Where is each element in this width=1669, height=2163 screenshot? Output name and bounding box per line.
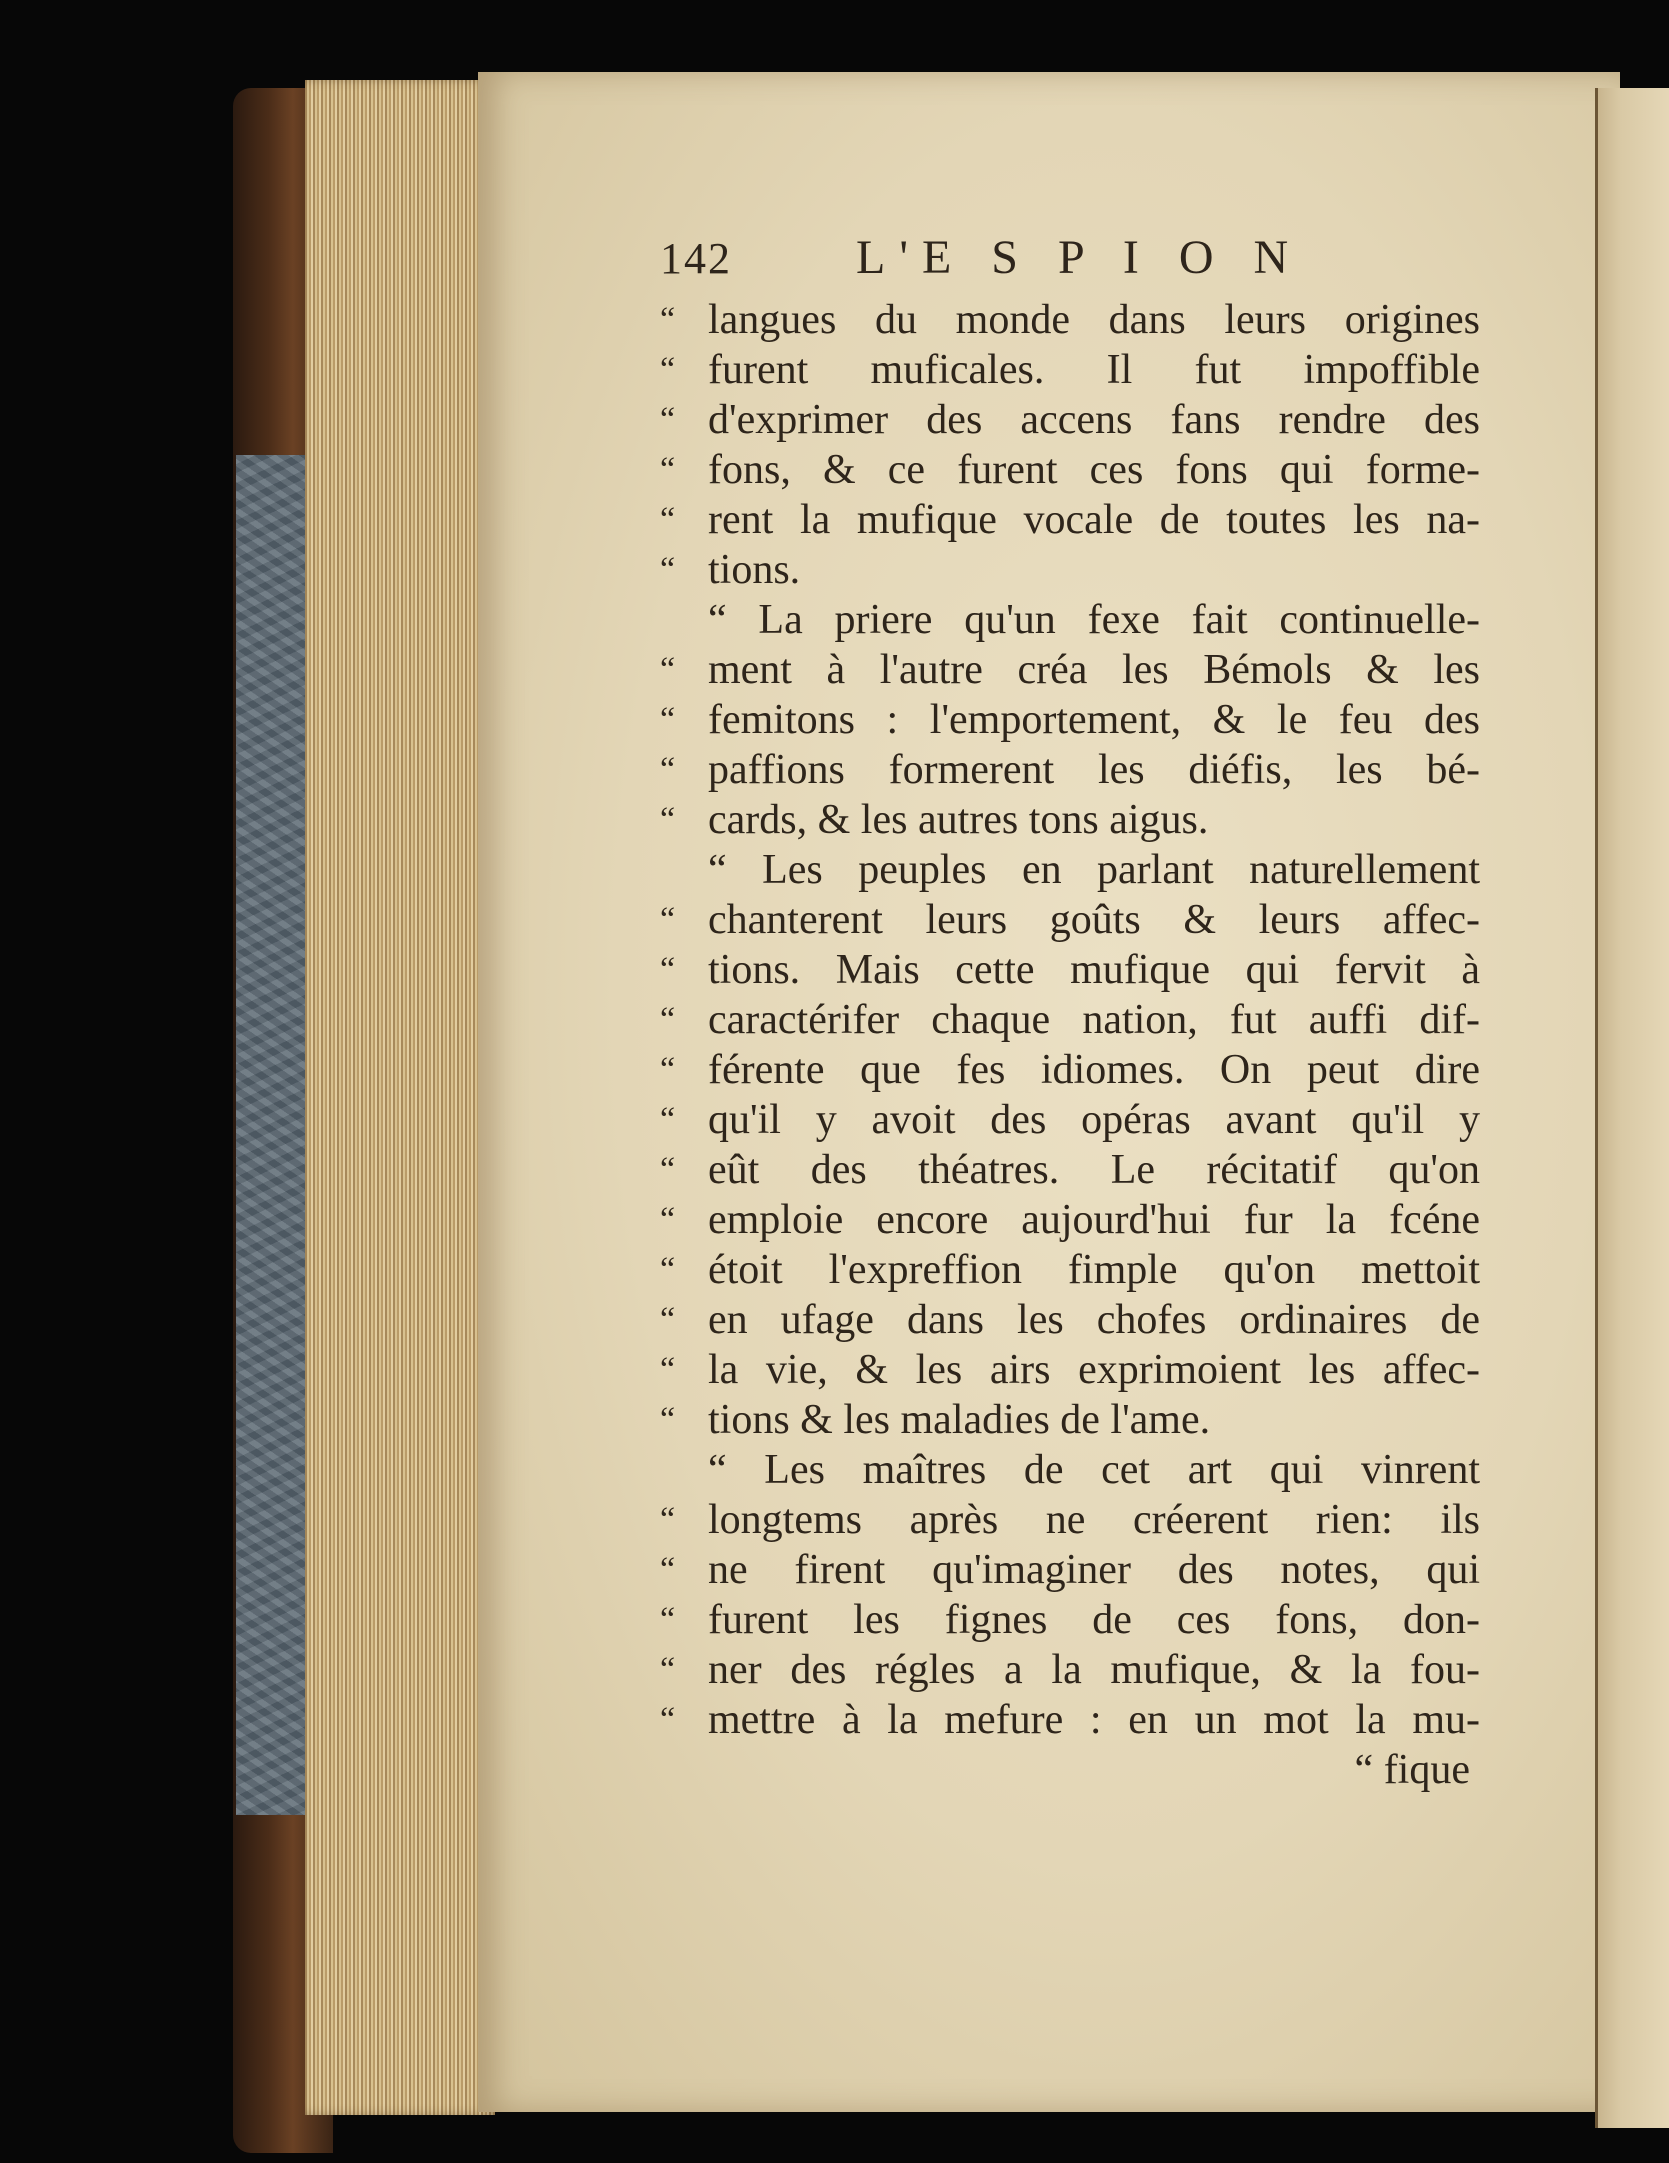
line-text: qu'il y avoit des opéras avant qu'il y	[708, 1097, 1480, 1143]
text-line	[660, 1195, 1480, 1245]
facing-page-edge	[1595, 88, 1669, 2128]
margin-quote-mark: “	[660, 1551, 676, 1588]
margin-quote-mark: “	[660, 701, 676, 738]
line-text: fons, & ce furent ces fons qui forme-	[708, 447, 1480, 493]
margin-quote-mark: “	[660, 901, 676, 938]
line-text: la vie, & les airs exprimoient les affec-	[708, 1347, 1480, 1393]
text-line	[660, 1445, 1480, 1495]
text-line	[660, 1145, 1480, 1195]
text-line	[660, 295, 1480, 345]
margin-quote-mark: “	[660, 301, 676, 338]
line-text: étoit l'expreffion fimple qu'on mettoit	[708, 1247, 1480, 1293]
line-text: ner des régles a la mufique, & la fou-	[708, 1647, 1480, 1693]
text-line	[660, 1045, 1480, 1095]
margin-quote-mark: “	[660, 651, 676, 688]
text-lines	[660, 295, 1480, 1745]
margin-quote-mark: “	[660, 1201, 676, 1238]
line-text: emploie encore aujourd'hui fur la fcéne	[708, 1197, 1480, 1243]
text-line	[660, 1295, 1480, 1345]
page-number: 142	[660, 234, 732, 283]
text-line	[660, 1545, 1480, 1595]
text-line	[660, 1095, 1480, 1145]
line-text: ne firent qu'imaginer des notes, qui	[708, 1547, 1480, 1593]
text-line	[660, 495, 1480, 545]
text-line	[660, 995, 1480, 1045]
text-line	[660, 945, 1480, 995]
text-line	[660, 1395, 1480, 1445]
line-text: mettre à la mefure : en un mot la mu-	[708, 1697, 1480, 1743]
text-line	[660, 895, 1480, 945]
line-text: furent les fignes de ces fons, don-	[708, 1597, 1480, 1643]
margin-quote-mark: “	[660, 951, 676, 988]
line-text: chanterent leurs goûts & leurs affec-	[708, 897, 1480, 943]
margin-quote-mark: “	[660, 751, 676, 788]
text-line	[660, 445, 1480, 495]
text-line	[660, 395, 1480, 445]
line-text: langues du monde dans leurs origines	[708, 297, 1480, 343]
text-line	[660, 1645, 1480, 1695]
line-text: “ Les peuples en parlant naturellement	[708, 847, 1480, 893]
line-text: en ufage dans les chofes ordinaires de	[708, 1297, 1480, 1343]
line-text: “ La priere qu'un fexe fait continuelle-	[708, 597, 1480, 643]
margin-quote-mark: “	[660, 351, 676, 388]
line-text: cards, & les autres tons aigus.	[708, 797, 1209, 843]
running-head	[660, 225, 1480, 295]
line-text: tions & les maladies de l'ame.	[708, 1397, 1211, 1443]
line-text: paffions formerent les diéfis, les bé-	[708, 747, 1480, 793]
line-text: d'exprimer des accens fans rendre des	[708, 397, 1480, 443]
catchword: “ fique	[1354, 1747, 1470, 1793]
text-line	[660, 695, 1480, 745]
text-line	[660, 345, 1480, 395]
line-text: longtems après ne créerent rien: ils	[708, 1497, 1480, 1543]
line-text: tions. Mais cette mufique qui fervit à	[708, 947, 1480, 993]
text-line	[660, 645, 1480, 695]
text-line	[660, 1595, 1480, 1645]
page-edges	[305, 80, 495, 2115]
margin-quote-mark: “	[660, 801, 676, 838]
line-text: caractérifer chaque nation, fut auffi dif-	[708, 997, 1480, 1043]
margin-quote-mark: “	[660, 1651, 676, 1688]
line-text: tions.	[708, 547, 801, 593]
text-line	[660, 845, 1480, 895]
text-line	[660, 1345, 1480, 1395]
line-text: femitons : l'emportement, & le feu des	[708, 697, 1480, 743]
margin-quote-mark: “	[660, 1301, 676, 1338]
text-line	[660, 1245, 1480, 1295]
margin-quote-mark: “	[660, 1701, 676, 1738]
margin-quote-mark: “	[660, 1401, 676, 1438]
margin-quote-mark: “	[660, 1151, 676, 1188]
margin-quote-mark: “	[660, 1601, 676, 1638]
text-line	[660, 795, 1480, 845]
line-text: eût des théatres. Le récitatif qu'on	[708, 1147, 1480, 1193]
line-text: ment à l'autre créa les Bémols & les	[708, 647, 1480, 693]
text-line	[660, 1495, 1480, 1545]
line-text: rent la mufique vocale de toutes les na-	[708, 497, 1480, 543]
margin-quote-mark: “	[660, 451, 676, 488]
line-text: férente que fes idiomes. On peut dire	[708, 1047, 1480, 1093]
text-line	[660, 745, 1480, 795]
margin-quote-mark: “	[660, 1051, 676, 1088]
line-text: “ Les maîtres de cet art qui vinrent	[708, 1447, 1480, 1493]
running-title: L'E S P I O N	[856, 231, 1303, 284]
margin-quote-mark: “	[660, 1101, 676, 1138]
text-line	[660, 545, 1480, 595]
margin-quote-mark: “	[660, 551, 676, 588]
margin-quote-mark: “	[660, 1351, 676, 1388]
text-line	[660, 1695, 1480, 1745]
margin-quote-mark: “	[660, 1001, 676, 1038]
marbled-board	[236, 455, 316, 1815]
margin-quote-mark: “	[660, 1501, 676, 1538]
text-line	[660, 595, 1480, 645]
page-text-block	[660, 225, 1480, 1795]
line-text: furent muficales. Il fut impoffible	[708, 347, 1480, 393]
margin-quote-mark: “	[660, 1251, 676, 1288]
margin-quote-mark: “	[660, 501, 676, 538]
margin-quote-mark: “	[660, 401, 676, 438]
